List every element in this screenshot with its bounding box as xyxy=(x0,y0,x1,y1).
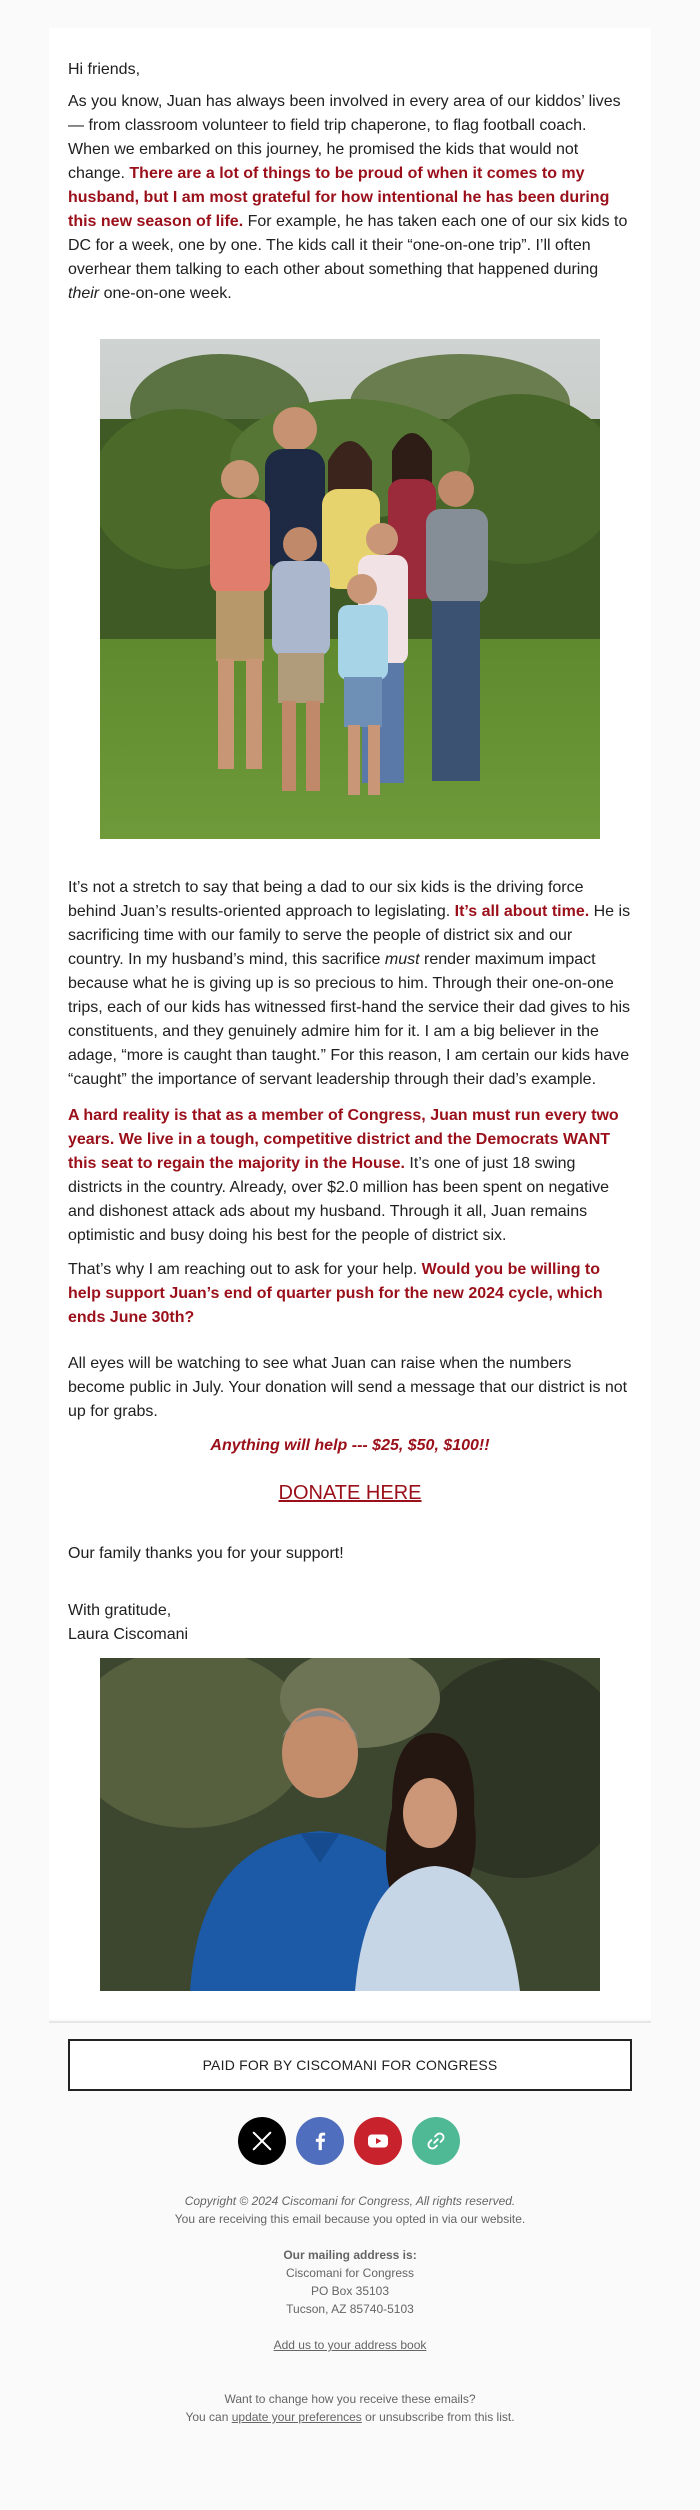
website-link-button[interactable] xyxy=(412,2117,460,2165)
greeting: Hi friends, xyxy=(68,61,141,78)
paragraph-3: A hard reality is that as a member of Congress, Juan must run every two years. We live in a tough, competitive district and the Democrats WANT this seat to regain the majority in the House. It’s one of just 18 swing districts in the country. Already, over $2.0 million has been spent on negative and dishonest attack ads about my husband. Through it all, Juan remains optimistic and busy doing his best for the people of district six. xyxy=(68,1107,619,1244)
mailing-address-label: Our mailing address is: xyxy=(283,2248,417,2262)
address-line-2: PO Box 35103 xyxy=(310,2284,390,2298)
youtube-icon xyxy=(366,2129,390,2153)
x-icon xyxy=(251,2130,273,2152)
preferences-line: You can update your preferences or unsubscribe from this list. xyxy=(185,2410,515,2424)
facebook-icon xyxy=(309,2130,331,2152)
paragraph-4: That’s why I am reaching out to ask for your help. Would you be willing to help support Juan’s end of quarter push for the new 2024 cycle, which ends June 30th? xyxy=(68,1261,603,1326)
thanks-line: Our family thanks you for your support! xyxy=(68,1545,344,1562)
address-book-wrap xyxy=(49,2336,651,2354)
email-body-card xyxy=(49,28,651,2019)
donate-link-wrap xyxy=(68,1480,632,1506)
highlight-text: A hard reality is that as a member of Congress, Juan must run every two years. We live in a tough, competitive district and the Democrats WANT this seat to regain the majority in the House. xyxy=(68,1107,619,1172)
signature-name: Laura Ciscomani xyxy=(68,1626,189,1643)
footer-divider xyxy=(49,2021,651,2023)
highlight-text: It’s all about time. xyxy=(454,903,590,920)
copyright-text: Copyright © 2024 Ciscomani for Congress, All rights reserved. xyxy=(184,2194,516,2208)
highlight-text: There are a lot of things to be proud of when it comes to my husband, but I am most grateful for how intentional he has been during this new season of life. xyxy=(68,165,610,230)
paid-for-disclaimer: PAID FOR BY CISCOMANI FOR CONGRESS xyxy=(68,2039,632,2091)
family-photo-illustration xyxy=(100,339,600,839)
link-icon xyxy=(425,2130,447,2152)
couple-photo-illustration xyxy=(100,1658,600,1991)
add-to-address-book-link[interactable]: Add us to your address book xyxy=(273,2338,427,2352)
donate-here-link[interactable]: DONATE HERE xyxy=(278,1482,422,1504)
x-social-button[interactable] xyxy=(238,2117,286,2165)
highlight-text: Would you be willing to help support Juan’s end of quarter push for the new 2024 cycle, which ends June 30th? xyxy=(68,1261,603,1326)
address-line-1: Ciscomani for Congress xyxy=(285,2266,415,2280)
address-line-3: Tucson, AZ 85740-5103 xyxy=(286,2302,414,2316)
paragraph-5: All eyes will be watching to see what Juan can raise when the numbers become public in July. Your donation will send a message that our district is not up for grabs. xyxy=(68,1355,628,1420)
donation-amounts: Anything will help --- $25, $50, $100!! xyxy=(210,1437,490,1454)
optin-reason-text: You are receiving this email because you opted in via our website. xyxy=(174,2212,526,2226)
change-prompt-text: Want to change how you receive these emails? xyxy=(224,2392,476,2406)
youtube-social-button[interactable] xyxy=(354,2117,402,2165)
update-preferences-link[interactable]: update your preferences xyxy=(231,2410,362,2424)
couple-photo xyxy=(100,1658,600,1991)
paragraph-2: It’s not a stretch to say that being a dad to our six kids is the driving force behind Juan’s results-oriented approach to legislating. It’s all about time. He is sacrificing time with our family to serve the people of district six and our country. In my husband’s mind, this sacrifice must render maximum impact because what he is giving up is so precious to him. Through their one-on-one trips, each of our kids has witnessed first-hand the service their dad gives to his constituents, and they genuinely admire him for it. I am a big believer in the adage, “more is caught than taught.” For this reason, I am certain our kids have “caught” the importance of servant leadership through their dad’s example. xyxy=(68,879,631,1088)
facebook-social-button[interactable] xyxy=(296,2117,344,2165)
paragraph-1: As you know, Juan has always been involved in every area of our kiddos’ lives — from classroom volunteer to field trip chaperone, to flag football coach. When we embarked on this journey, he promised the kids that would not change. There are a lot of things to be proud of when it comes to my husband, but I am most grateful for how intentional he has been during this new season of life. For example, he has taken each one of our six kids to DC for a week, one by one. The kids call it their “one-on-one trip”. I’ll often overhear them talking to each other about something that happened during their one-on-one week. xyxy=(68,93,628,302)
family-photo xyxy=(100,339,600,839)
signoff-line: With gratitude, xyxy=(68,1602,172,1619)
